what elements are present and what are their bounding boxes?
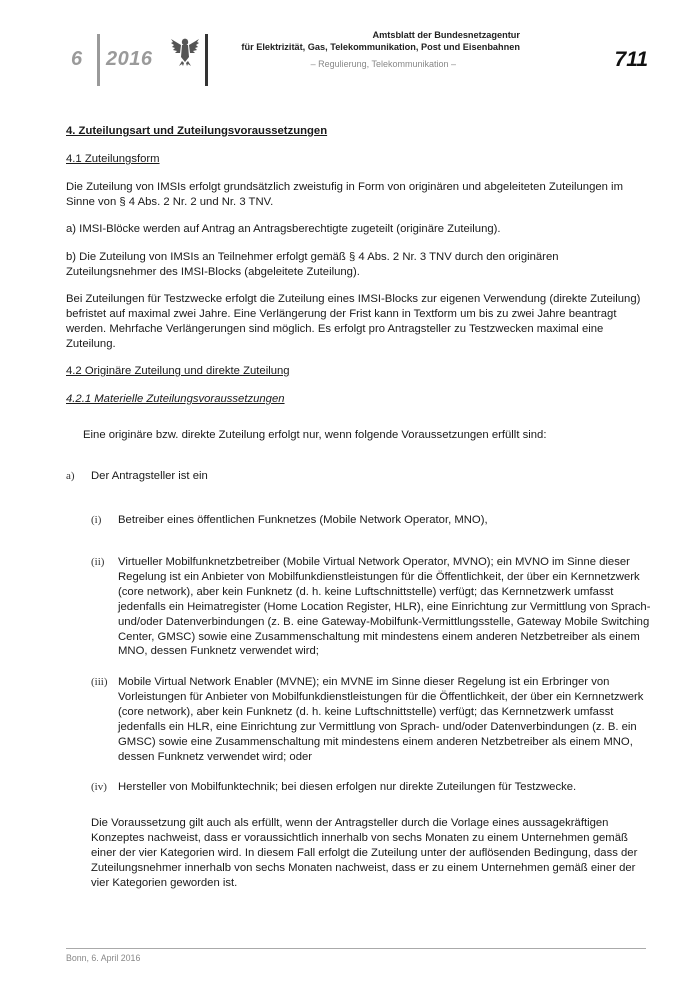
subsection-heading-4-2: 4.2 Originäre Zuteilung und direkte Zuteilung [66,365,290,377]
paragraph-closing: Die Voraussetzung gilt auch als erfüllt, wenn der Antragsteller durch die Vorlage eines aussagekräftigen Konzeptes nachweist, dass er voraussichtlich innerhalb von sechs Monaten zu einem Unternehmen gemäß einer der vier Kategorien wird. In diesem Fall erfolgt die Zuteilung unter der auflösenden Bedingung, dass der Zuteilungsnehmer innerhalb von sechs Monaten nachweist, dass er zu einem Unternehmen gemäß einer der vier Kategorien geworden ist. [91,817,638,889]
list-label-ii: (ii) [91,556,105,568]
requirements-intro: Eine originäre bzw. direkte Zuteilung erfolgt nur, wenn folgende Voraussetzungen erfüllt sind: [83,429,547,441]
issue-year: 2016 [106,48,153,70]
page-number: 711 [614,48,648,71]
subsection-heading-4-1: 4.1 Zuteilungsform [66,153,160,165]
section-heading: 4. Zuteilungsart und Zuteilungsvoraussetzungen [66,125,328,137]
list-label-a: a) [66,470,75,482]
list-item-iv: Hersteller von Mobilfunktechnik; bei diesen erfolgen nur direkte Zuteilungen für Testzwecke. [118,781,577,793]
publication-subtitle: – Regulierung, Telekommunikation – [310,59,456,69]
list-label-iv: (iv) [91,781,107,793]
publication-title: Amtsblatt der Bundesnetzagentur [372,30,520,40]
paragraph-allocation-form: Die Zuteilung von IMSIs erfolgt grundsätzlich zweistufig in Form von originären und abgeleiteten Zuteilungen im Sinne von § 4 Abs. 2 Nr. 2 und Nr. 3 TNV. [66,181,623,208]
list-label-iii: (iii) [91,676,108,688]
paragraph-a: a) IMSI-Blöcke werden auf Antrag an Antragsberechtigte zugeteilt (originäre Zuteilung). [66,223,501,235]
footer-place-date: Bonn, 6. April 2016 [66,953,141,963]
paragraph-b: b) Die Zuteilung von IMSIs an Teilnehmer erfolgt gemäß § 4 Abs. 2 Nr. 3 TNV durch den originären Zuteilungsnehmer des IMSI-Blocks (abgeleitete Zuteilung). [66,251,559,278]
list-item-iii: Mobile Virtual Network Enabler (MVNE); ein MVNE im Sinne dieser Regelung ist ein Erbringer von Vorleistungen für Anbieter von Mobilfunkdienstleistungen für die Öffentlichkeit, der über ein Kernnetzwerk (core network), aber kein Funknetz (d. h. keine Luftschnittstelle) verfügt; das Kernnetzwerk umfasst jedenfalls ein HLR, eine Einrichtung zur Vermittlung von Sprach- und/oder Datenverbindungen (z. B. ein GMSC) sowie eine Zusammenschaltung mit mindestens einem anderen Netzbetreiber als einem MNO, dessen Funknetz verwendet wird; oder [118,676,644,763]
issue-number: 6 [71,48,83,70]
publication-title-line2: für Elektrizität, Gas, Telekommunikation, Post und Eisenbahnen [241,42,520,52]
subsection-heading-4-2-1: 4.2.1 Materielle Zuteilungsvoraussetzungen [66,393,285,405]
list-label-i: (i) [91,514,102,526]
federal-eagle-icon [170,33,200,67]
list-item-a: Der Antragsteller ist ein [91,470,208,482]
header-divider-left [97,34,100,86]
paragraph-test-purposes: Bei Zuteilungen für Testzwecke erfolgt die Zuteilung eines IMSI-Blocks zur eigenen Verwendung (direkte Zuteilung) befristet auf maximal zwei Jahre. Eine Verlängerung der Frist kann in Textform um bis zu zwei Jahre beantragt werden. Mehrfache Verlängerungen sind möglich. Es erfolgt pro Antragsteller zu Testzwecken maximal eine Zuteilung. [66,293,641,350]
list-item-ii: Virtueller Mobilfunknetzbetreiber (Mobile Virtual Network Operator, MVNO); ein MVNO im Sinne dieser Regelung ist ein Anbieter von Mobilfunkdienstleistungen für die Öffentlichkeit, der über ein Kernnetzwerk (core network), aber kein Funknetz (d. h. keine Luftschnittstelle) verfügt; das Kernnetzwerk umfasst jedenfalls ein Heimatregister (Home Location Register, HLR), eine Einrichtung zur Vermittlung von Sprach- und/oder Datenverbindungen (z. B. eine Gateway-Mobilfunk-Vermittlungsstelle, Gateway Mobile Switching Center, GMSC) sowie eine Zusammenschaltung mit mindestens einem anderen Netzbetreiber als einem MNO, dessen Funknetz verwendet wird; [118,556,651,658]
list-item-i: Betreiber eines öffentlichen Funknetzes (Mobile Network Operator, MNO), [118,514,488,526]
footer-divider [66,948,646,949]
